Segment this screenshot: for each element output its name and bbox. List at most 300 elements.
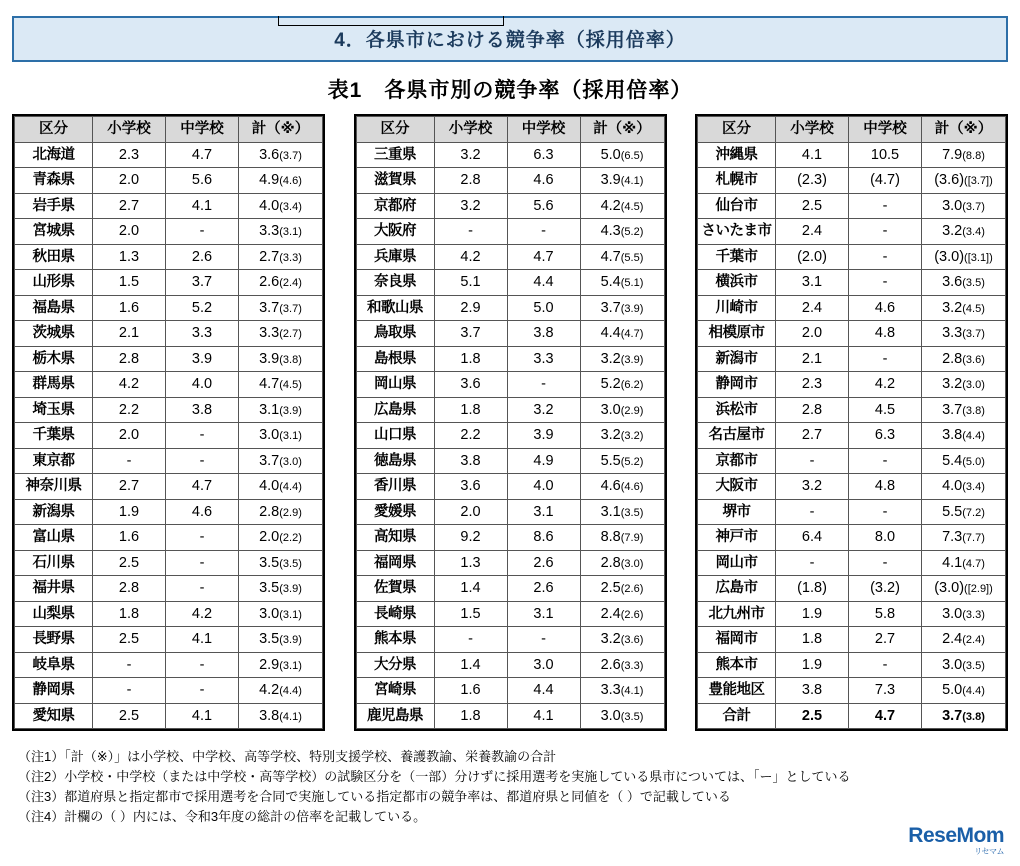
- competition-rate-table-1: [14, 116, 323, 729]
- cell-total-previous-year: (2.6): [620, 583, 644, 595]
- cell-region-name: 熊本市: [698, 652, 776, 678]
- table-row: [698, 372, 1006, 398]
- cell-region-name: 群馬県: [15, 372, 93, 398]
- cell-total-rate: 3.8(4.1): [239, 703, 323, 729]
- table-body-3: [698, 142, 1006, 729]
- cell-region-name: 千葉県: [15, 423, 93, 449]
- cell-total-rate: 3.8(4.4): [922, 423, 1006, 449]
- cell-total-rate: 3.2(3.0): [922, 372, 1006, 398]
- cell-elementary-rate: 2.1: [93, 321, 166, 347]
- table-row: [698, 652, 1006, 678]
- cell-total-rate: 2.4(2.4): [922, 627, 1006, 653]
- cell-region-name: 埼玉県: [15, 397, 93, 423]
- cell-region-name: 長野県: [15, 627, 93, 653]
- notes-block: [18, 747, 1020, 828]
- cell-junior-rate: 4.0: [166, 372, 239, 398]
- cell-region-name: 浜松市: [698, 397, 776, 423]
- cell-total-rate: 5.5(7.2): [922, 499, 1006, 525]
- cell-total-rate: 3.3(3.1): [239, 219, 323, 245]
- table-column-1: [12, 114, 325, 731]
- cell-elementary-rate: 2.0: [93, 219, 166, 245]
- competition-rate-table-2: [356, 116, 665, 729]
- cell-elementary-rate: 2.0: [434, 499, 507, 525]
- cell-total-rate: 2.5(2.6): [580, 576, 664, 602]
- cell-elementary-rate: -: [93, 652, 166, 678]
- cell-total-previous-year: (3.5): [620, 506, 644, 519]
- cell-junior-rate: 2.7: [849, 627, 922, 653]
- cell-total-previous-year: (3.1): [279, 226, 302, 238]
- note-item: （注2）小学校・中学校（または中学校・高等学校）の試験区分を（一部）分けずに採用選考を実施している県市については、「ー」としている: [18, 769, 851, 785]
- cell-elementary-rate: 3.2: [776, 474, 849, 500]
- cell-junior-rate: 3.0: [507, 652, 580, 678]
- cell-total-rate: 3.7(3.9): [580, 295, 664, 321]
- cell-total-previous-year: (5.1): [620, 277, 644, 289]
- cell-junior-rate: -: [849, 499, 922, 525]
- cell-total-rate: (3.0)([3.1]): [922, 244, 1006, 270]
- cell-region-name: 岩手県: [15, 193, 93, 219]
- cell-total-previous-year: (3.5): [962, 659, 985, 672]
- cell-region-name: 静岡市: [698, 372, 776, 398]
- cell-region-name: 石川県: [15, 550, 93, 576]
- cell-total-rate: 3.5(3.9): [239, 576, 323, 602]
- cell-junior-rate: -: [849, 448, 922, 474]
- cell-total-rate: 3.2(3.4): [922, 219, 1006, 245]
- cell-total-rate: 2.8(3.6): [922, 346, 1006, 372]
- table-row: [698, 703, 1006, 729]
- cell-region-name: 福岡市: [698, 627, 776, 653]
- cell-total-previous-year: (2.9): [620, 404, 644, 417]
- cell-region-name: 山梨県: [15, 601, 93, 627]
- cell-junior-rate: -: [849, 270, 922, 296]
- cell-total-previous-year: (4.6): [279, 175, 302, 187]
- cell-junior-rate: 10.5: [849, 142, 922, 168]
- cell-region-name: 香川県: [356, 474, 434, 500]
- table-row: [356, 397, 664, 423]
- cell-region-name: 鳥取県: [356, 321, 434, 347]
- cell-total-rate: 3.0(2.9): [580, 397, 664, 423]
- cell-region-name: 滋賀県: [356, 168, 434, 194]
- cell-elementary-rate: 2.9: [434, 295, 507, 321]
- cell-junior-rate: 3.8: [166, 397, 239, 423]
- cell-junior-rate: 3.3: [507, 346, 580, 372]
- cell-total-rate: 3.5(3.5): [239, 550, 323, 576]
- cell-total-previous-year: (7.2): [962, 506, 985, 519]
- cell-total-rate: 4.7(4.5): [239, 372, 323, 398]
- cell-elementary-rate: (1.8): [776, 576, 849, 602]
- table-row: [356, 219, 664, 245]
- cell-junior-rate: 4.4: [507, 270, 580, 296]
- cell-total-previous-year: (3.1): [279, 608, 302, 621]
- cell-total-previous-year: (3.3): [620, 659, 644, 672]
- table-row: [698, 678, 1006, 704]
- table-header-row: [15, 117, 323, 143]
- table-row: [698, 321, 1006, 347]
- table-row: [356, 576, 664, 602]
- table-row: [356, 244, 664, 270]
- cell-total-rate: 4.3(5.2): [580, 219, 664, 245]
- cell-total-previous-year: (2.4): [279, 277, 302, 289]
- cell-elementary-rate: 6.4: [776, 525, 849, 551]
- cell-junior-rate: -: [166, 525, 239, 551]
- cell-region-name: 大分県: [356, 652, 434, 678]
- cell-junior-rate: 4.6: [507, 168, 580, 194]
- note-item: （注4）計欄の（ ）内には、令和3年度の総計の倍率を記載している。: [18, 809, 427, 825]
- table-row: [698, 397, 1006, 423]
- table-row: [698, 423, 1006, 449]
- cell-region-name: 山形県: [15, 270, 93, 296]
- table-row: [698, 219, 1006, 245]
- cell-total-previous-year: (3.7): [962, 200, 985, 213]
- logo-subtext: リセマム: [974, 847, 1004, 856]
- cell-total-rate: 2.4(2.6): [580, 601, 664, 627]
- cell-total-rate: 2.6(3.3): [580, 652, 664, 678]
- table-row: [698, 576, 1006, 602]
- cell-region-name: 高知県: [356, 525, 434, 551]
- cell-region-name: 北九州市: [698, 601, 776, 627]
- cell-elementary-rate: 2.8: [434, 168, 507, 194]
- note-item: （注1）「計（※）」は小学校、中学校、高等学校、特別支援学校、養護教諭、栄養教諭の合計: [18, 749, 557, 764]
- cell-total-previous-year: (3.8): [962, 710, 985, 723]
- cell-elementary-rate: 2.8: [93, 346, 166, 372]
- cell-region-name: 札幌市: [698, 168, 776, 194]
- cell-elementary-rate: 2.7: [93, 193, 166, 219]
- cell-total-previous-year: (4.1): [620, 175, 644, 187]
- cell-junior-rate: -: [166, 576, 239, 602]
- cell-total-rate: 3.0(3.5): [580, 703, 664, 729]
- cell-elementary-rate: 2.5: [776, 703, 849, 729]
- table-row: [15, 678, 323, 704]
- cell-total-rate: 2.8(3.0): [580, 550, 664, 576]
- cell-junior-rate: 6.3: [507, 142, 580, 168]
- cell-total-rate: 3.2(3.2): [580, 423, 664, 449]
- cell-junior-rate: 4.5: [849, 397, 922, 423]
- cell-elementary-rate: 1.8: [434, 346, 507, 372]
- cell-total-previous-year: (3.9): [279, 583, 302, 595]
- cell-elementary-rate: -: [93, 448, 166, 474]
- table-row: [15, 525, 323, 551]
- cell-total-previous-year: (8.8): [962, 149, 985, 162]
- cell-elementary-rate: -: [434, 219, 507, 245]
- cell-junior-rate: -: [507, 219, 580, 245]
- cell-junior-rate: 3.2: [507, 397, 580, 423]
- cell-junior-rate: 2.6: [166, 244, 239, 270]
- cell-region-name: 堺市: [698, 499, 776, 525]
- cell-total-previous-year: (2.2): [279, 532, 302, 544]
- cell-junior-rate: -: [849, 652, 922, 678]
- cell-total-previous-year: (4.4): [279, 685, 302, 697]
- cell-elementary-rate: 1.6: [93, 295, 166, 321]
- cell-total-previous-year: (5.5): [620, 251, 644, 264]
- cell-junior-rate: 3.3: [166, 321, 239, 347]
- cell-elementary-rate: 1.3: [93, 244, 166, 270]
- cell-total-rate: 2.0(2.2): [239, 525, 323, 551]
- cell-junior-rate: 5.6: [507, 193, 580, 219]
- cell-elementary-rate: 1.8: [93, 601, 166, 627]
- cell-elementary-rate: 1.5: [93, 270, 166, 296]
- table-row: [15, 142, 323, 168]
- cell-region-name: 北海道: [15, 142, 93, 168]
- cell-total-rate: 5.0(6.5): [580, 142, 664, 168]
- cell-total-previous-year: (2.6): [620, 608, 644, 621]
- cell-elementary-rate: 2.3: [776, 372, 849, 398]
- cell-junior-rate: -: [849, 244, 922, 270]
- cell-total-rate: 3.2(4.5): [922, 295, 1006, 321]
- section-heading: 4．各県市における競争率（採用倍率）: [12, 16, 1008, 62]
- cell-total-previous-year: (4.4): [962, 430, 985, 442]
- table-row: [698, 270, 1006, 296]
- cell-junior-rate: 4.2: [166, 601, 239, 627]
- cell-region-name: 京都府: [356, 193, 434, 219]
- table-row: [698, 193, 1006, 219]
- cell-region-name: 鹿児島県: [356, 703, 434, 729]
- cell-elementary-rate: 1.4: [434, 576, 507, 602]
- cell-total-previous-year: (4.7): [962, 557, 985, 570]
- table-row: [15, 703, 323, 729]
- table-row: [698, 601, 1006, 627]
- table-row: [15, 423, 323, 449]
- cell-region-name: 静岡県: [15, 678, 93, 704]
- cell-junior-rate: 5.8: [849, 601, 922, 627]
- cell-region-name: 福島県: [15, 295, 93, 321]
- cell-total-rate: 3.7(3.0): [239, 448, 323, 474]
- cell-region-name: 大阪府: [356, 219, 434, 245]
- table-row: [15, 448, 323, 474]
- cell-total-rate: 2.9(3.1): [239, 652, 323, 678]
- cell-region-name: 佐賀県: [356, 576, 434, 602]
- cell-elementary-rate: 2.0: [93, 168, 166, 194]
- header-ku: 区分: [698, 117, 776, 143]
- header-total: 計（※）: [580, 117, 664, 143]
- cell-elementary-rate: -: [93, 678, 166, 704]
- cell-total-rate: 3.6(3.5): [922, 270, 1006, 296]
- cell-total-previous-year: (3.9): [279, 404, 302, 417]
- table-row: [15, 652, 323, 678]
- cell-elementary-rate: (2.0): [776, 244, 849, 270]
- table-row: [698, 499, 1006, 525]
- cell-elementary-rate: -: [776, 550, 849, 576]
- cell-elementary-rate: 4.1: [776, 142, 849, 168]
- header-ku: 区分: [15, 117, 93, 143]
- table-row: [15, 219, 323, 245]
- table-row: [356, 295, 664, 321]
- table-row: [15, 346, 323, 372]
- cell-region-name: 東京都: [15, 448, 93, 474]
- table-row: [356, 525, 664, 551]
- table-row: [356, 601, 664, 627]
- cell-region-name: 福井県: [15, 576, 93, 602]
- cell-total-previous-year: ([3.7]): [964, 175, 993, 187]
- cell-total-previous-year: (4.1): [620, 685, 644, 697]
- cell-junior-rate: -: [166, 423, 239, 449]
- cell-region-name: 横浜市: [698, 270, 776, 296]
- cell-elementary-rate: 2.5: [776, 193, 849, 219]
- table-body-1: [15, 142, 323, 729]
- cell-total-rate: 4.1(4.7): [922, 550, 1006, 576]
- cell-total-previous-year: (3.3): [962, 608, 985, 621]
- cell-junior-rate: 3.8: [507, 321, 580, 347]
- cell-elementary-rate: 3.8: [434, 448, 507, 474]
- cell-total-rate: 7.3(7.7): [922, 525, 1006, 551]
- table-row: [15, 372, 323, 398]
- cell-elementary-rate: 1.8: [434, 397, 507, 423]
- cell-total-rate: (3.0)([2.9]): [922, 576, 1006, 602]
- cell-total-previous-year: (3.8): [279, 353, 302, 366]
- cell-total-previous-year: (3.5): [620, 710, 644, 723]
- cell-region-name: 徳島県: [356, 448, 434, 474]
- cell-elementary-rate: 2.2: [434, 423, 507, 449]
- cell-elementary-rate: 2.5: [93, 550, 166, 576]
- cell-elementary-rate: 2.4: [776, 219, 849, 245]
- cell-junior-rate: 3.1: [507, 601, 580, 627]
- cell-junior-rate: (4.7): [849, 168, 922, 194]
- cell-region-name: 秋田県: [15, 244, 93, 270]
- table-row: [15, 244, 323, 270]
- cell-junior-rate: -: [849, 550, 922, 576]
- cell-total-rate: 4.9(4.6): [239, 168, 323, 194]
- cell-total-previous-year: (3.9): [620, 302, 644, 315]
- cell-elementary-rate: 3.6: [434, 372, 507, 398]
- cell-elementary-rate: 1.6: [434, 678, 507, 704]
- cell-junior-rate: 4.4: [507, 678, 580, 704]
- cell-total-previous-year: (3.4): [279, 200, 302, 213]
- cell-region-name: 山口県: [356, 423, 434, 449]
- cell-total-rate: 3.0(3.3): [922, 601, 1006, 627]
- cell-elementary-rate: 2.5: [93, 703, 166, 729]
- cell-elementary-rate: 1.6: [93, 525, 166, 551]
- cell-total-previous-year: (5.2): [620, 455, 644, 468]
- table-row: [15, 601, 323, 627]
- cell-elementary-rate: -: [776, 448, 849, 474]
- cell-region-name: 仙台市: [698, 193, 776, 219]
- cell-elementary-rate: 3.2: [434, 193, 507, 219]
- cell-total-previous-year: (5.0): [962, 455, 985, 468]
- cell-region-name: 新潟県: [15, 499, 93, 525]
- table-row: [698, 525, 1006, 551]
- table-row: [356, 168, 664, 194]
- cell-junior-rate: -: [166, 550, 239, 576]
- table-row: [15, 550, 323, 576]
- cell-junior-rate: 8.6: [507, 525, 580, 551]
- cell-total-rate: (3.6)([3.7]): [922, 168, 1006, 194]
- cell-total-rate: 3.9(3.8): [239, 346, 323, 372]
- table-row: [356, 474, 664, 500]
- cell-elementary-rate: 1.3: [434, 550, 507, 576]
- cell-junior-rate: 4.7: [507, 244, 580, 270]
- cell-total-rate: 4.0(3.4): [239, 193, 323, 219]
- cell-region-name: 栃木県: [15, 346, 93, 372]
- cell-total-rate: 2.8(2.9): [239, 499, 323, 525]
- table-row: [15, 270, 323, 296]
- header-junior: 中学校: [166, 117, 239, 143]
- cell-total-previous-year: (3.3): [279, 251, 302, 264]
- cell-junior-rate: -: [166, 219, 239, 245]
- cell-elementary-rate: 2.2: [93, 397, 166, 423]
- competition-rate-table-3: [697, 116, 1006, 729]
- cell-total-rate: 3.7(3.7): [239, 295, 323, 321]
- header-elementary: 小学校: [93, 117, 166, 143]
- cell-region-name: 奈良県: [356, 270, 434, 296]
- cell-elementary-rate: 2.7: [93, 474, 166, 500]
- cell-total-previous-year: (3.9): [620, 353, 644, 366]
- cell-junior-rate: 4.1: [166, 627, 239, 653]
- cell-elementary-rate: 1.4: [434, 652, 507, 678]
- table-row: [698, 244, 1006, 270]
- cell-total-rate: 3.7(3.8): [922, 397, 1006, 423]
- cell-elementary-rate: 2.4: [776, 295, 849, 321]
- table-row: [15, 295, 323, 321]
- table-row: [356, 193, 664, 219]
- cell-total-rate: 3.0(3.7): [922, 193, 1006, 219]
- cell-elementary-rate: 3.8: [776, 678, 849, 704]
- cell-total-previous-year: (3.5): [279, 557, 302, 570]
- cell-elementary-rate: 1.5: [434, 601, 507, 627]
- cell-total-previous-year: (6.5): [620, 149, 644, 162]
- cell-total-previous-year: (2.7): [279, 328, 302, 340]
- cell-region-name: 長崎県: [356, 601, 434, 627]
- cell-junior-rate: 4.7: [849, 703, 922, 729]
- cell-total-previous-year: (4.7): [620, 328, 644, 340]
- cell-junior-rate: 7.3: [849, 678, 922, 704]
- table-body-2: [356, 142, 664, 729]
- table-row: [15, 321, 323, 347]
- cell-total-rate: 4.6(4.6): [580, 474, 664, 500]
- cell-total-previous-year: (3.8): [962, 404, 985, 417]
- cell-elementary-rate: 1.9: [776, 601, 849, 627]
- cell-total-rate: 5.0(4.4): [922, 678, 1006, 704]
- cell-region-name: 合計: [698, 703, 776, 729]
- cell-total-previous-year: (3.6): [962, 353, 985, 366]
- cell-total-previous-year: (3.0): [279, 455, 302, 468]
- table-row: [698, 448, 1006, 474]
- resemom-logo: [908, 824, 1004, 856]
- cell-region-name: 和歌山県: [356, 295, 434, 321]
- cell-junior-rate: 3.9: [166, 346, 239, 372]
- cell-region-name: 熊本県: [356, 627, 434, 653]
- header-total: 計（※）: [922, 117, 1006, 143]
- cell-elementary-rate: 2.1: [776, 346, 849, 372]
- table-row: [356, 550, 664, 576]
- cell-total-previous-year: (3.5): [962, 277, 985, 289]
- cell-junior-rate: 4.6: [166, 499, 239, 525]
- cell-total-rate: 3.7(3.8): [922, 703, 1006, 729]
- table-row: [15, 474, 323, 500]
- header-ku: 区分: [356, 117, 434, 143]
- table-row: [15, 397, 323, 423]
- table-row: [15, 193, 323, 219]
- cell-region-name: 川崎市: [698, 295, 776, 321]
- cell-junior-rate: 3.7: [166, 270, 239, 296]
- cell-junior-rate: 2.6: [507, 550, 580, 576]
- cell-elementary-rate: -: [434, 627, 507, 653]
- cell-total-rate: 4.0(3.4): [922, 474, 1006, 500]
- cell-region-name: 三重県: [356, 142, 434, 168]
- cell-junior-rate: 4.7: [166, 142, 239, 168]
- cell-elementary-rate: 4.2: [93, 372, 166, 398]
- cell-total-rate: 4.0(4.4): [239, 474, 323, 500]
- table-row: [15, 627, 323, 653]
- cell-junior-rate: 5.6: [166, 168, 239, 194]
- cell-total-previous-year: (3.4): [962, 481, 985, 493]
- cell-junior-rate: 4.8: [849, 474, 922, 500]
- cell-elementary-rate: 1.9: [93, 499, 166, 525]
- cell-total-previous-year: (3.7): [279, 149, 302, 162]
- cell-elementary-rate: 2.3: [93, 142, 166, 168]
- cell-region-name: 宮城県: [15, 219, 93, 245]
- cell-elementary-rate: 3.7: [434, 321, 507, 347]
- cell-junior-rate: 6.3: [849, 423, 922, 449]
- cell-total-previous-year: (3.4): [962, 226, 985, 238]
- cell-elementary-rate: 2.8: [776, 397, 849, 423]
